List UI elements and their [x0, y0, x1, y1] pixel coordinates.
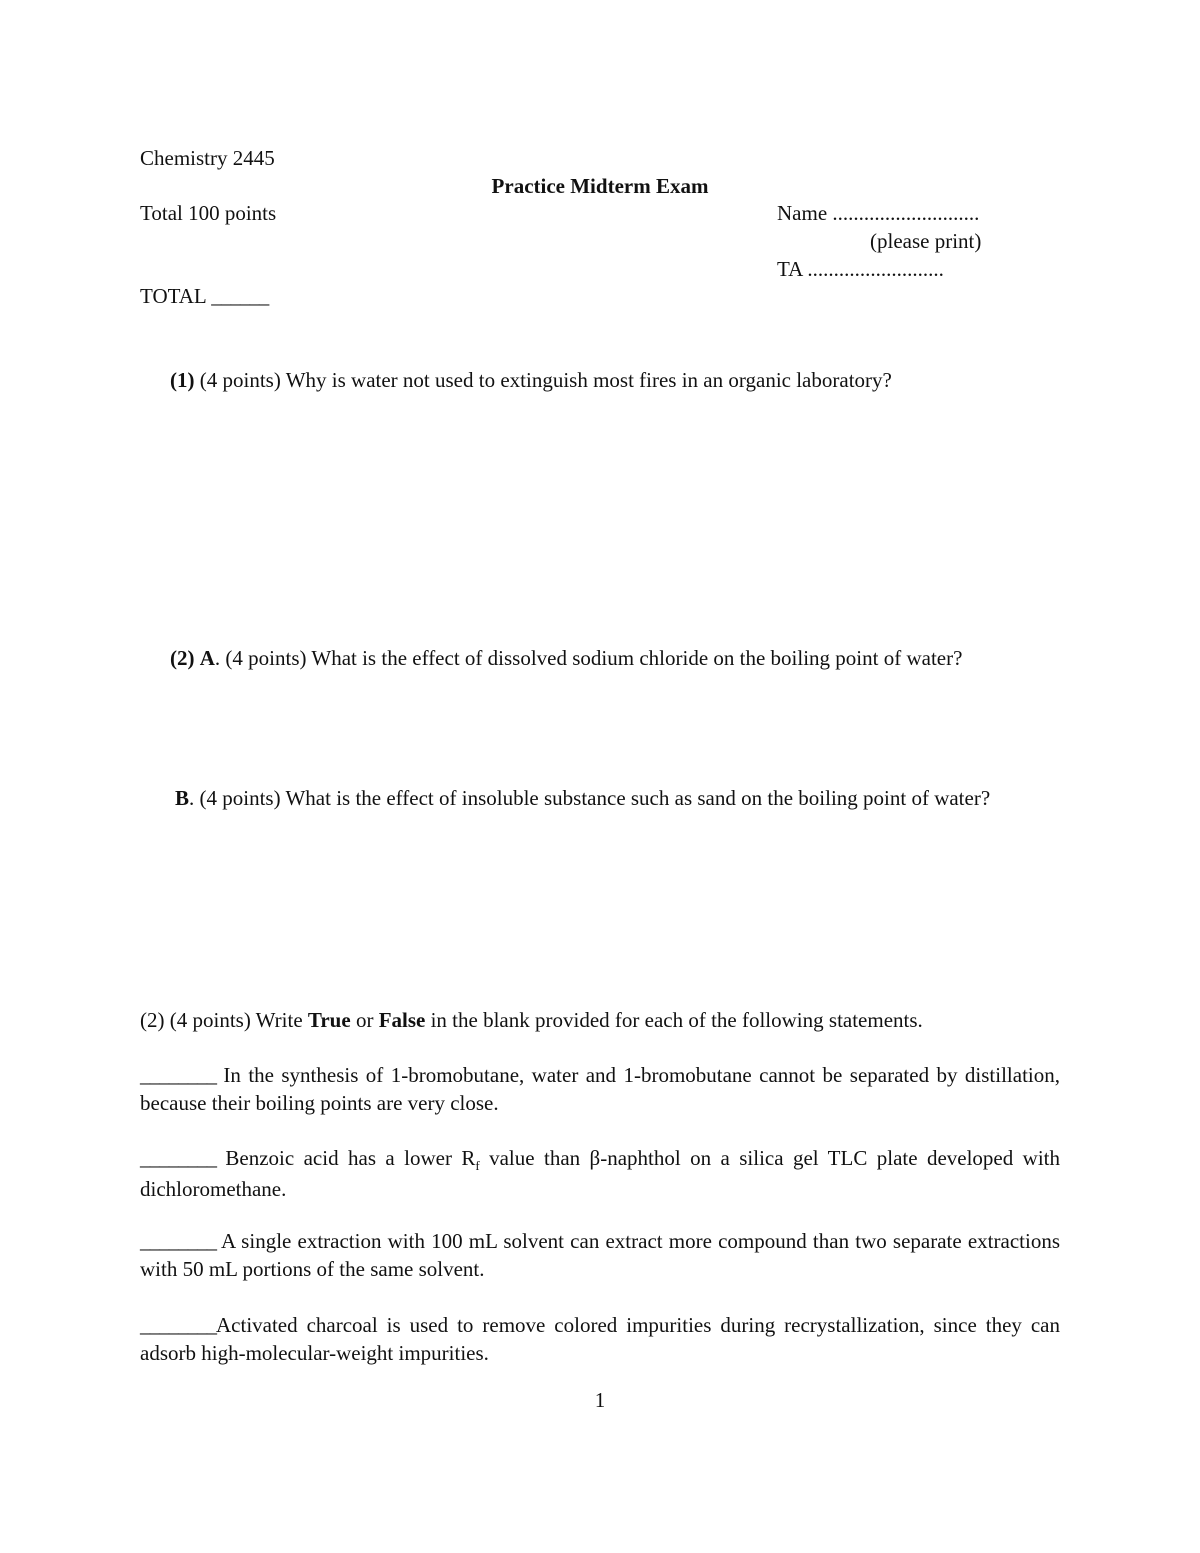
statement-3 [140, 1227, 1060, 1284]
name-label: Name [777, 201, 828, 225]
question-2a [170, 644, 962, 672]
ta-field[interactable] [777, 255, 944, 283]
total-points-label: Total 100 points [140, 201, 277, 225]
total-label: TOTAL [140, 284, 206, 308]
question-3-intro [140, 1006, 923, 1034]
intro-text-or: or [350, 1008, 379, 1032]
statement-1 [140, 1061, 1060, 1118]
statement-2-text-post: value than β-naphthol on a silica gel TLC plate developed with dichloromethane. [140, 1146, 1060, 1201]
statement-1-text: In the synthesis of 1-bromobutane, water and 1-bromobutane cannot be separated by distillation, because their boiling points are very close. [140, 1063, 1060, 1116]
question-2b [175, 784, 990, 812]
question-2-number: (2) [170, 646, 195, 670]
intro-text-pre: (2) (4 points) Write [140, 1008, 308, 1032]
name-dots: ............................ [832, 201, 980, 225]
rf-subscript: f [475, 1158, 480, 1174]
question-2a-text: . (4 points) What is the effect of dissolved sodium chloride on the boiling point of water? [214, 646, 963, 670]
answer-blank-1[interactable]: ________ [140, 1063, 216, 1087]
false-word: False [378, 1008, 426, 1032]
answer-blank-4[interactable]: ________ [140, 1313, 216, 1337]
course-label: Chemistry 2445 [140, 146, 275, 170]
question-2b-text: . (4 points) What is the effect of insoluble substance such as sand on the boiling point of water? [189, 786, 991, 810]
ta-label: TA [777, 257, 803, 281]
page-title: Practice Midterm Exam [491, 174, 709, 198]
answer-blank-3[interactable]: ________ [140, 1229, 216, 1253]
please-print-note: (please print) [870, 229, 982, 253]
true-word: True [307, 1008, 351, 1032]
answer-blank-2[interactable]: ________ [140, 1146, 216, 1170]
page-number: 1 [594, 1388, 606, 1412]
total-score-field[interactable] [140, 282, 268, 310]
statement-4 [140, 1311, 1060, 1368]
question-1 [170, 366, 892, 394]
name-field[interactable] [777, 199, 979, 227]
question-2b-label: B [175, 786, 190, 810]
statement-3-text: A single extraction with 100 mL solvent can extract more compound than two separate extractions with 50 mL portions of the same solvent. [140, 1229, 1060, 1282]
ta-dots: .......................... [807, 257, 944, 281]
statement-2-text-pre: Benzoic acid has a lower R [216, 1146, 476, 1170]
question-1-text: (4 points) Why is water not used to extinguish most fires in an organic laboratory? [194, 368, 892, 392]
question-1-number: (1) [170, 368, 195, 392]
statement-2 [140, 1144, 1060, 1203]
statement-4-text: Activated charcoal is used to remove colored impurities during recrystallization, since they can adsorb high-molecular-weight impurities. [140, 1313, 1060, 1366]
intro-text-post: in the blank provided for each of the following statements. [425, 1008, 923, 1032]
total-blank: ______ [211, 284, 269, 308]
question-2a-label: A [199, 646, 215, 670]
